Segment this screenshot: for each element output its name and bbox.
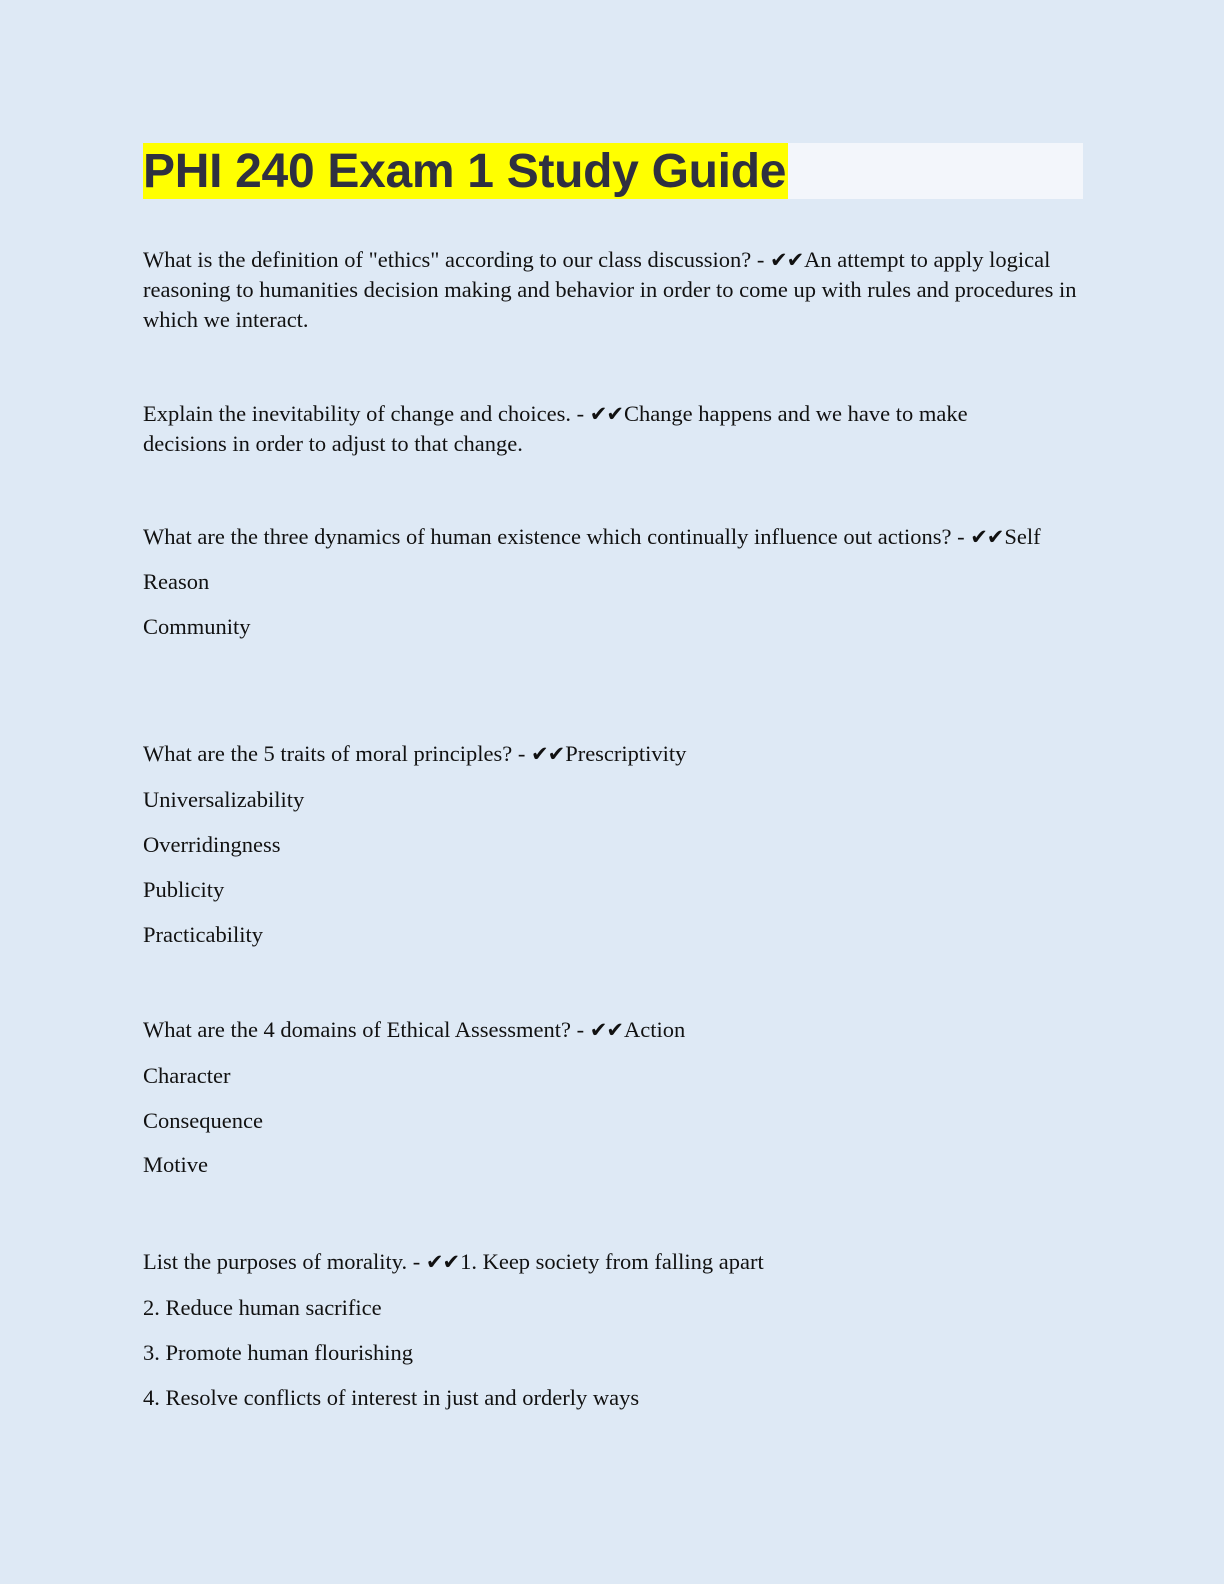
- answer-text: Action: [623, 1017, 686, 1042]
- answer-text: 1. Keep society from falling apart: [460, 1249, 764, 1274]
- double-check-icon: ✔✔: [530, 742, 565, 766]
- answer-list-item: Reason: [143, 569, 210, 594]
- double-check-icon: ✔✔: [589, 402, 623, 426]
- qa-question-line: [143, 245, 1078, 335]
- answer-list-item: Practicability: [143, 922, 263, 947]
- qa-entry: [143, 739, 1043, 950]
- answer-list-item: 3. Promote human flourishing: [143, 1340, 413, 1365]
- answer-text: Prescriptivity: [565, 741, 687, 766]
- qa-question-line: [143, 521, 1043, 553]
- answer-text: An attempt to apply logical reasoning to humanities decision making and behavior in order to come up with rules and procedures in which we interact.: [143, 247, 1077, 332]
- answer-list-item: Motive: [143, 1152, 208, 1177]
- double-check-icon: ✔✔: [425, 1250, 460, 1274]
- qa-entry: [143, 245, 1078, 335]
- answer-text: Change happens and we have to make decisions in order to adjust to that change.: [143, 401, 968, 456]
- qa-question-line: [143, 1247, 1043, 1277]
- qa-question-line: [143, 399, 1043, 459]
- question-text: What are the 4 domains of Ethical Assessment? -: [143, 1017, 585, 1042]
- answer-list-item: 4. Resolve conflicts of interest in just and orderly ways: [143, 1385, 640, 1410]
- qa-entry: [143, 1247, 1043, 1413]
- title-bar: [143, 143, 1083, 199]
- answer-list-item: Community: [143, 614, 251, 639]
- double-check-icon: ✔✔: [769, 248, 804, 272]
- question-text: List the purposes of morality. -: [143, 1249, 421, 1274]
- question-text: What are the 5 traits of moral principles? -: [143, 741, 526, 766]
- qa-question-line: [143, 739, 1043, 769]
- document-page: [143, 143, 1083, 1410]
- answer-list-item: Consequence: [143, 1108, 263, 1133]
- qa-entry: [143, 1015, 1043, 1180]
- double-check-icon: ✔✔: [589, 1018, 623, 1042]
- double-check-icon: ✔✔: [970, 525, 1004, 549]
- question-text: Explain the inevitability of change and choices. -: [143, 401, 585, 426]
- question-text: What are the three dynamics of human existence which continually influence out actions? -: [143, 524, 965, 549]
- answer-list-item: Universalizability: [143, 787, 305, 812]
- qa-entry: [143, 399, 1043, 459]
- answer-list-item: Character: [143, 1063, 231, 1088]
- answer-list-item: Publicity: [143, 877, 225, 902]
- question-text: What is the definition of "ethics" according to our class discussion? -: [143, 247, 765, 272]
- document-title: PHI 240 Exam 1 Study Guide: [143, 145, 787, 198]
- qa-entry: [143, 521, 1043, 642]
- qa-question-line: [143, 1015, 1043, 1045]
- answer-list-item: Overridingness: [143, 832, 281, 857]
- answer-text: Self: [1004, 524, 1041, 549]
- answer-list-item: 2. Reduce human sacrifice: [143, 1295, 382, 1320]
